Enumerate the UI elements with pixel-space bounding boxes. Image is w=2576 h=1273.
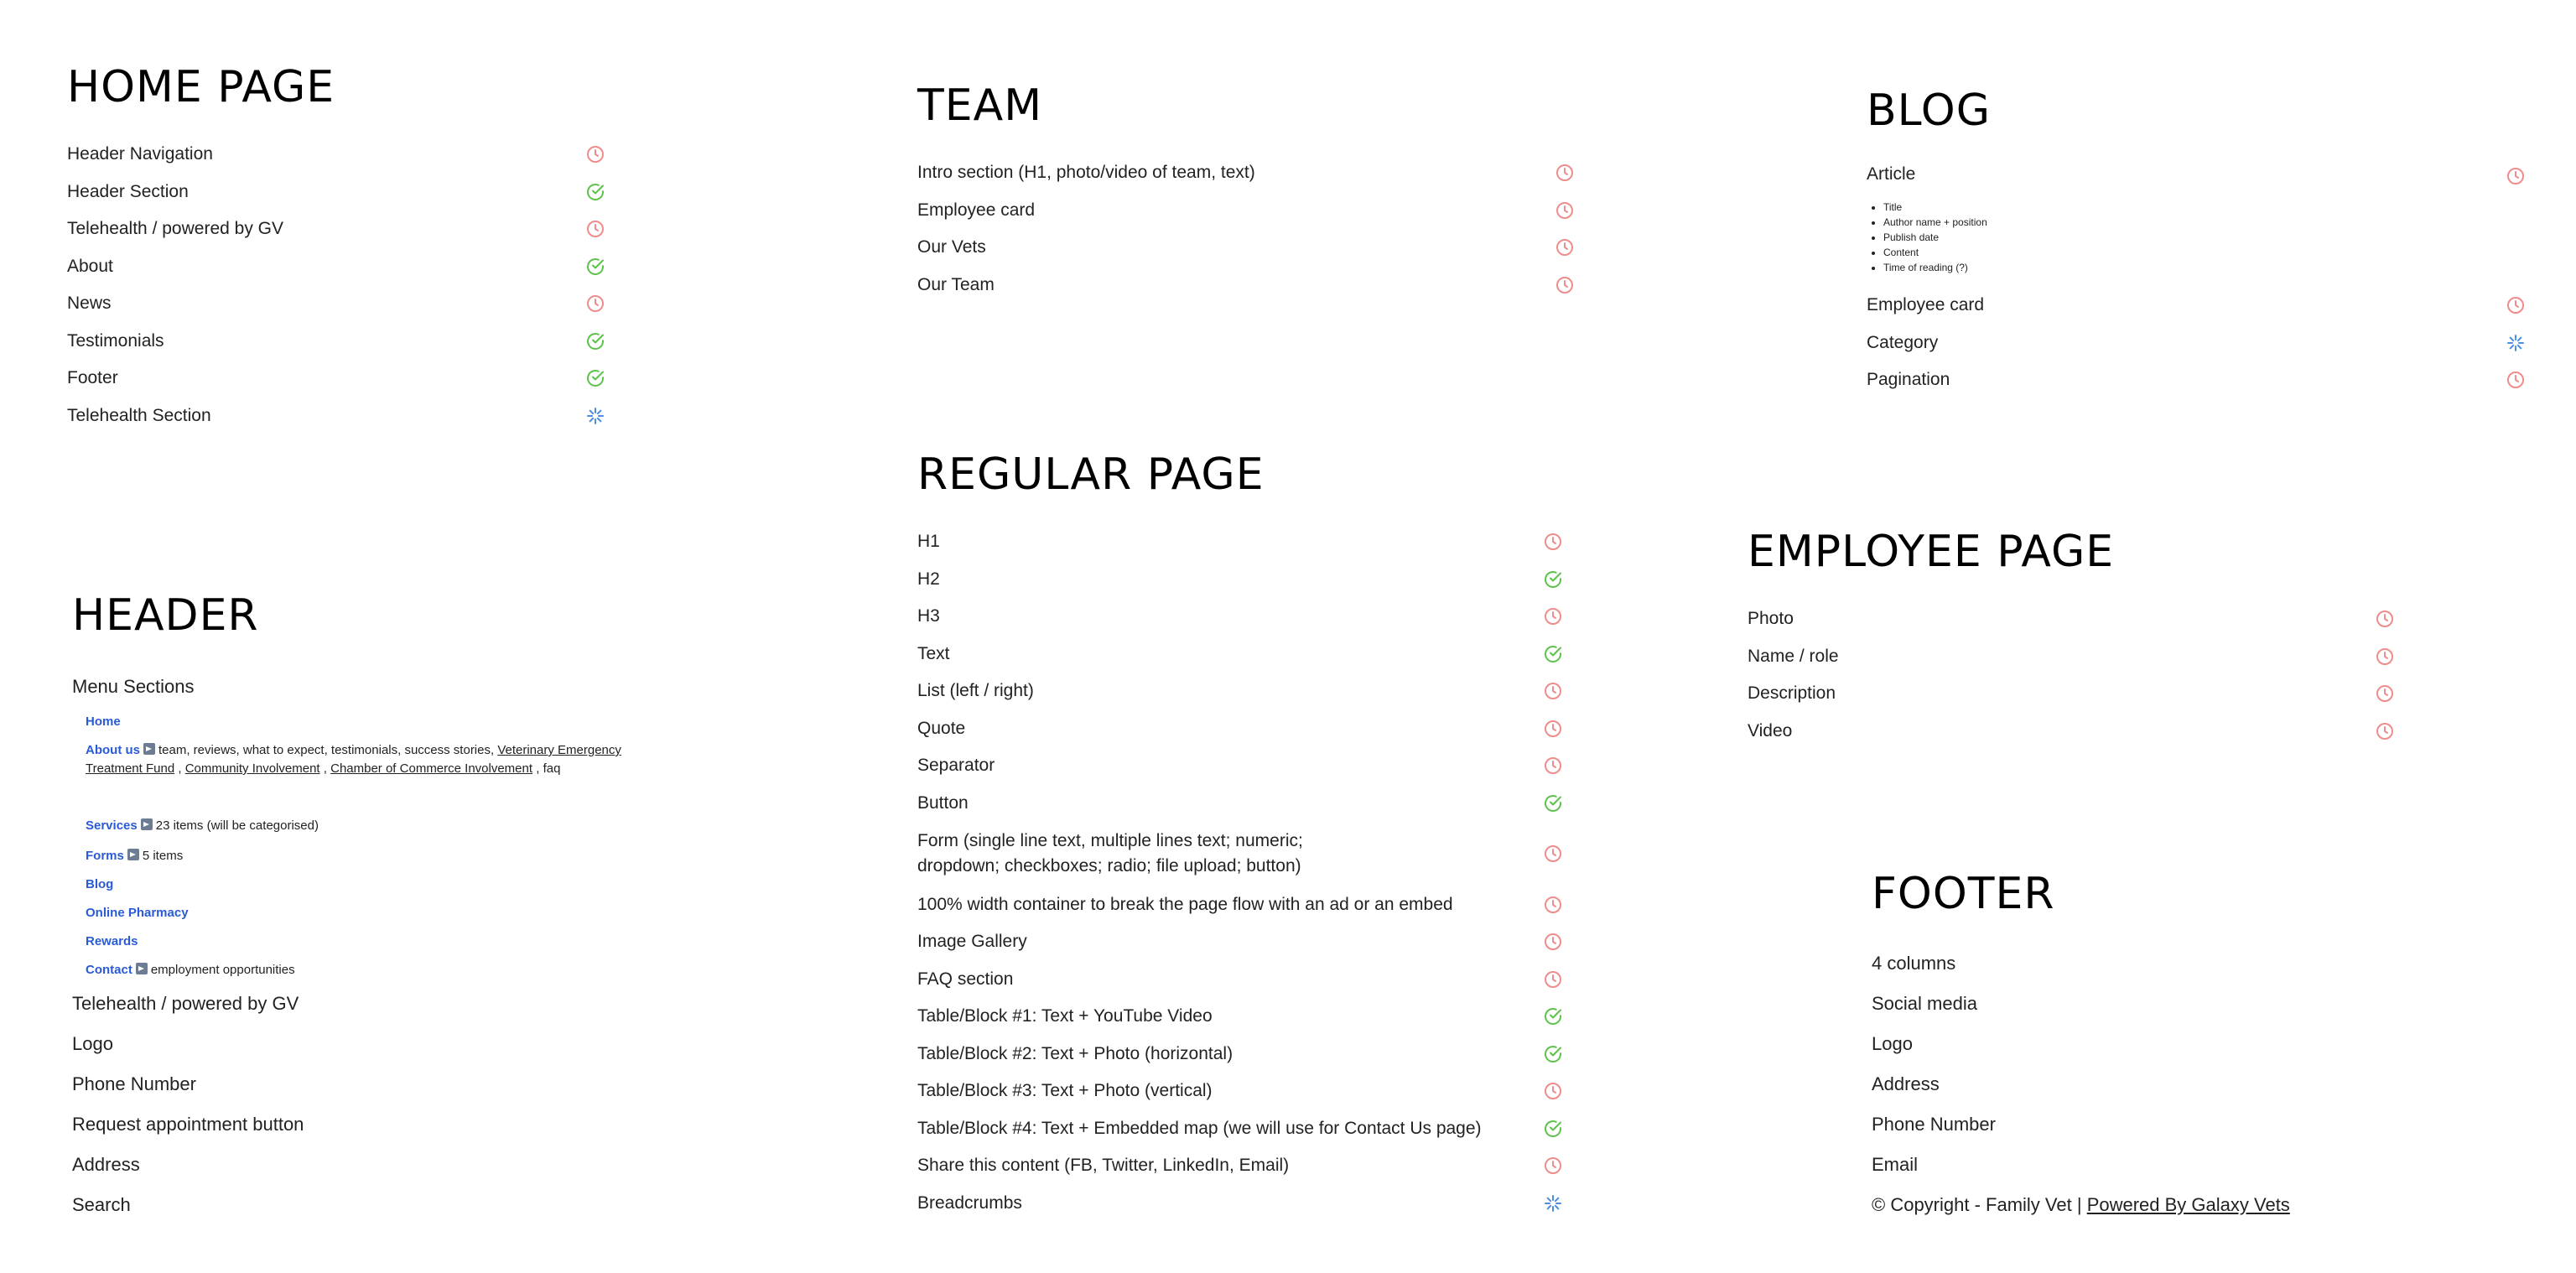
menu-forms: [86, 847, 183, 865]
home-item: [67, 330, 537, 353]
regular-page-item: [917, 829, 1521, 879]
header-item: Search: [72, 1194, 131, 1215]
home-item: [67, 143, 537, 166]
article-field: • Time of reading (?): [1883, 260, 1987, 275]
employee-item: [1748, 607, 2351, 631]
employee-item-label: Description: [1748, 683, 1836, 703]
blog-article-status-icon: [2506, 166, 2526, 186]
team-item: [917, 161, 1521, 184]
employee-item-label: Name / role: [1748, 646, 1839, 666]
employee-item: [1748, 682, 2351, 705]
regular-page-item-label: H2: [917, 569, 940, 589]
menu-services-text: 23 items (will be categorised): [155, 818, 319, 833]
check-circle-icon: [1543, 793, 1563, 813]
regular-page-item-label: Table/Block #4: Text + Embedded map (we will use for Contact Us page): [917, 1118, 1482, 1138]
regular-page-title: REGULAR PAGE: [917, 449, 1265, 500]
footer-title: FOOTER: [1872, 869, 2055, 919]
regular-page-section: [917, 449, 1588, 1224]
blog-item: [1867, 368, 2470, 392]
footer-item: Phone Number: [1872, 1114, 1996, 1135]
menu-services: [86, 817, 319, 835]
employee-page-title: EMPLOYEE PAGE: [1748, 527, 2115, 577]
home-item: [67, 366, 537, 390]
employee-page-section: [1748, 527, 2418, 765]
check-circle-icon: [585, 368, 605, 388]
menu-about-text: team, reviews, what to expect, testimonials, success stories,: [158, 743, 495, 757]
blog-item: [1867, 331, 2470, 355]
clock-icon: [1543, 756, 1563, 776]
blog-item-label: Employee card: [1867, 295, 1985, 314]
regular-page-item-label: Image Gallery: [917, 932, 1027, 951]
team-item: [917, 236, 1521, 259]
clock-icon: [1543, 606, 1563, 626]
menu-contact-link[interactable]: Contact: [86, 963, 132, 977]
regular-page-item-label: Table/Block #1: Text + YouTube Video: [917, 1006, 1213, 1026]
home-item: [67, 404, 537, 428]
arrow-right-icon: [127, 849, 139, 860]
clock-icon: [2375, 721, 2395, 741]
regular-page-item: [917, 893, 1521, 917]
clock-icon: [1543, 895, 1563, 915]
menu-about-tail: faq: [543, 761, 561, 776]
spinner-icon: [585, 406, 605, 426]
clock-icon: [585, 294, 605, 314]
regular-page-item-label: Quote: [917, 718, 966, 738]
clock-icon: [2506, 295, 2526, 315]
powered-by-link[interactable]: Powered By Galaxy Vets: [2086, 1194, 2290, 1215]
menu-pharmacy-link[interactable]: Online Pharmacy: [86, 906, 189, 920]
home-page-section: [67, 62, 612, 434]
regular-page-item-label: 100% width container to break the page flow with an ad or an embed: [917, 894, 1453, 914]
regular-page-item: [917, 530, 1521, 553]
home-item: [67, 180, 537, 204]
employee-item-label: Photo: [1748, 609, 1794, 628]
home-item: [67, 217, 537, 241]
clock-icon: [1543, 844, 1563, 864]
regular-page-item-label: Text: [917, 643, 950, 663]
regular-page-item: [917, 754, 1521, 777]
copyright-text: © Copyright - Family Vet |: [1872, 1194, 2082, 1215]
menu-rewards-link[interactable]: Rewards: [86, 934, 138, 948]
regular-page-item: [917, 1005, 1521, 1028]
regular-page-item: [917, 930, 1521, 953]
blog-article-row: [1867, 163, 2537, 186]
header-title: HEADER: [72, 590, 259, 641]
home-item-label: Telehealth Section: [67, 405, 211, 425]
menu-home-link[interactable]: Home: [86, 714, 121, 729]
header-section: [72, 590, 642, 1231]
home-item-label: About: [67, 256, 113, 276]
home-item-label: News: [67, 294, 112, 313]
menu-blog: [86, 876, 113, 894]
footer-copyright: [1872, 1194, 2290, 1216]
employee-item: [1748, 645, 2351, 668]
team-item-label: Employee card: [917, 200, 1036, 220]
regular-page-item: [917, 679, 1521, 703]
article-field: • Title: [1883, 200, 1987, 215]
clock-icon: [2375, 609, 2395, 629]
regular-page-item: [917, 1117, 1521, 1141]
check-circle-icon: [1543, 569, 1563, 590]
regular-page-item-label: Table/Block #3: Text + Photo (vertical): [917, 1081, 1213, 1100]
header-item: Request appointment button: [72, 1114, 304, 1135]
article-field: • Publish date: [1883, 230, 1987, 245]
employee-item-label: Video: [1748, 720, 1793, 740]
regular-page-item-label: Table/Block #2: Text + Photo (horizontal): [917, 1043, 1233, 1063]
regular-page-item-label: List (left / right): [917, 681, 1034, 700]
home-item: [67, 292, 537, 315]
regular-page-item: [917, 1079, 1521, 1103]
regular-page-item: [917, 605, 1521, 628]
home-item-label: Testimonials: [67, 330, 164, 351]
regular-page-item: [917, 792, 1521, 815]
footer-item: Email: [1872, 1154, 1919, 1175]
home-item: [67, 255, 537, 278]
menu-about: About us team, reviews, what to expect, testimonials, success stories, Veterinary Emergency Treatment Fund , Community Involvement , Chamber of Commerce Involvement , faq: [86, 743, 621, 776]
header-item: Telehealth / powered by GV: [72, 993, 299, 1014]
clock-icon: [585, 219, 605, 239]
clock-icon: [1555, 237, 1575, 257]
team-section: [917, 81, 1588, 319]
regular-page-item-label: H3: [917, 606, 940, 626]
article-field: • Author name + position: [1883, 215, 1987, 230]
menu-about-link[interactable]: About us: [86, 743, 140, 757]
footer-section: [1872, 869, 2542, 1224]
clock-icon: [1555, 275, 1575, 295]
clock-icon: [1543, 1156, 1563, 1176]
home-item-label: Header Section: [67, 181, 189, 201]
regular-page-item-label: FAQ section: [917, 969, 1014, 989]
team-item-label: Our Team: [917, 274, 995, 294]
footer-item: Logo: [1872, 1033, 1913, 1054]
blog-item-label: Pagination: [1867, 370, 1950, 389]
blog-article-label: Article: [1867, 164, 1916, 184]
clock-icon: [585, 144, 605, 164]
blog-item: [1867, 294, 2470, 317]
regular-page-item-label: H1: [917, 532, 940, 551]
clock-icon: [1555, 200, 1575, 221]
menu-pharmacy: [86, 904, 189, 922]
arrow-right-icon: [143, 743, 155, 755]
menu-about-link-chamber[interactable]: Chamber of Commerce Involvement: [330, 761, 533, 776]
check-circle-icon: [1543, 1006, 1563, 1026]
header-item: Phone Number: [72, 1073, 196, 1094]
arrow-right-icon: [136, 963, 148, 974]
regular-page-item-label: Breadcrumbs: [917, 1192, 1022, 1213]
menu-sections-label: Menu Sections: [72, 676, 195, 697]
team-item-label: Intro section (H1, photo/video of team, text): [917, 163, 1255, 182]
home-item-label: Header Navigation: [67, 144, 213, 164]
regular-page-item: [917, 1192, 1521, 1215]
blog-item-label: Category: [1867, 332, 1939, 352]
regular-page-item: [917, 642, 1521, 666]
clock-icon: [1543, 681, 1563, 701]
blog-title: BLOG: [1867, 86, 1992, 136]
check-circle-icon: [585, 182, 605, 202]
home-item-label: Footer: [67, 368, 118, 387]
check-circle-icon: [1543, 1119, 1563, 1139]
check-circle-icon: [585, 257, 605, 277]
regular-page-item-label: Share this content (FB, Twitter, LinkedIn, Email): [917, 1156, 1290, 1175]
menu-home: [86, 713, 121, 731]
arrow-right-icon: [141, 818, 153, 830]
footer-item: Social media: [1872, 993, 1977, 1014]
regular-page-item-label: Button: [917, 792, 969, 813]
article-field-list: [1868, 200, 1987, 275]
clock-icon: [1543, 719, 1563, 739]
regular-page-item: [917, 1154, 1521, 1177]
clock-icon: [1543, 532, 1563, 552]
header-item: Address: [72, 1154, 140, 1175]
clock-icon: [1543, 1081, 1563, 1101]
check-circle-icon: [1543, 1044, 1563, 1064]
header-item: Logo: [72, 1033, 113, 1054]
team-item: [917, 199, 1521, 222]
menu-forms-link[interactable]: Forms: [86, 849, 124, 863]
menu-blog-link[interactable]: Blog: [86, 877, 114, 891]
blog-section: [1867, 86, 2537, 408]
regular-page-item: [917, 568, 1521, 591]
team-item: [917, 273, 1521, 297]
menu-contact-text: employment opportunities: [150, 963, 295, 977]
clock-icon: [1543, 969, 1563, 990]
menu-about-link-vetf[interactable]: Veterinary Emergency Treatment Fund: [86, 743, 621, 776]
clock-icon: [2375, 647, 2395, 667]
check-circle-icon: [1543, 644, 1563, 664]
menu-contact: [86, 961, 295, 979]
regular-page-item: [917, 717, 1521, 740]
menu-services-link[interactable]: Services: [86, 818, 138, 833]
article-field: • Content: [1883, 245, 1987, 260]
footer-item: 4 columns: [1872, 953, 1956, 974]
clock-icon: [2506, 370, 2526, 390]
spinner-icon: [2506, 333, 2526, 353]
regular-page-item-label: Form (single line text, multiple lines text; numeric; dropdown; checkboxes; radio; file upload; button): [917, 831, 1303, 876]
regular-page-item: [917, 968, 1521, 991]
regular-page-item: [917, 1042, 1521, 1066]
team-title: TEAM: [917, 81, 1043, 131]
menu-about-link-community[interactable]: Community Involvement: [184, 761, 320, 776]
home-item-label: Telehealth / powered by GV: [67, 219, 283, 238]
clock-icon: [2375, 683, 2395, 704]
check-circle-icon: [585, 331, 605, 351]
clock-icon: [1555, 163, 1575, 183]
employee-item: [1748, 720, 2351, 743]
footer-item: Address: [1872, 1073, 1940, 1094]
home-page-title: HOME PAGE: [67, 62, 335, 112]
clock-icon: [1543, 932, 1563, 952]
menu-rewards: [86, 933, 138, 951]
spinner-icon: [1543, 1193, 1563, 1213]
team-item-label: Our Vets: [917, 237, 986, 257]
regular-page-item-label: Separator: [917, 756, 995, 775]
menu-forms-text: 5 items: [142, 849, 184, 863]
